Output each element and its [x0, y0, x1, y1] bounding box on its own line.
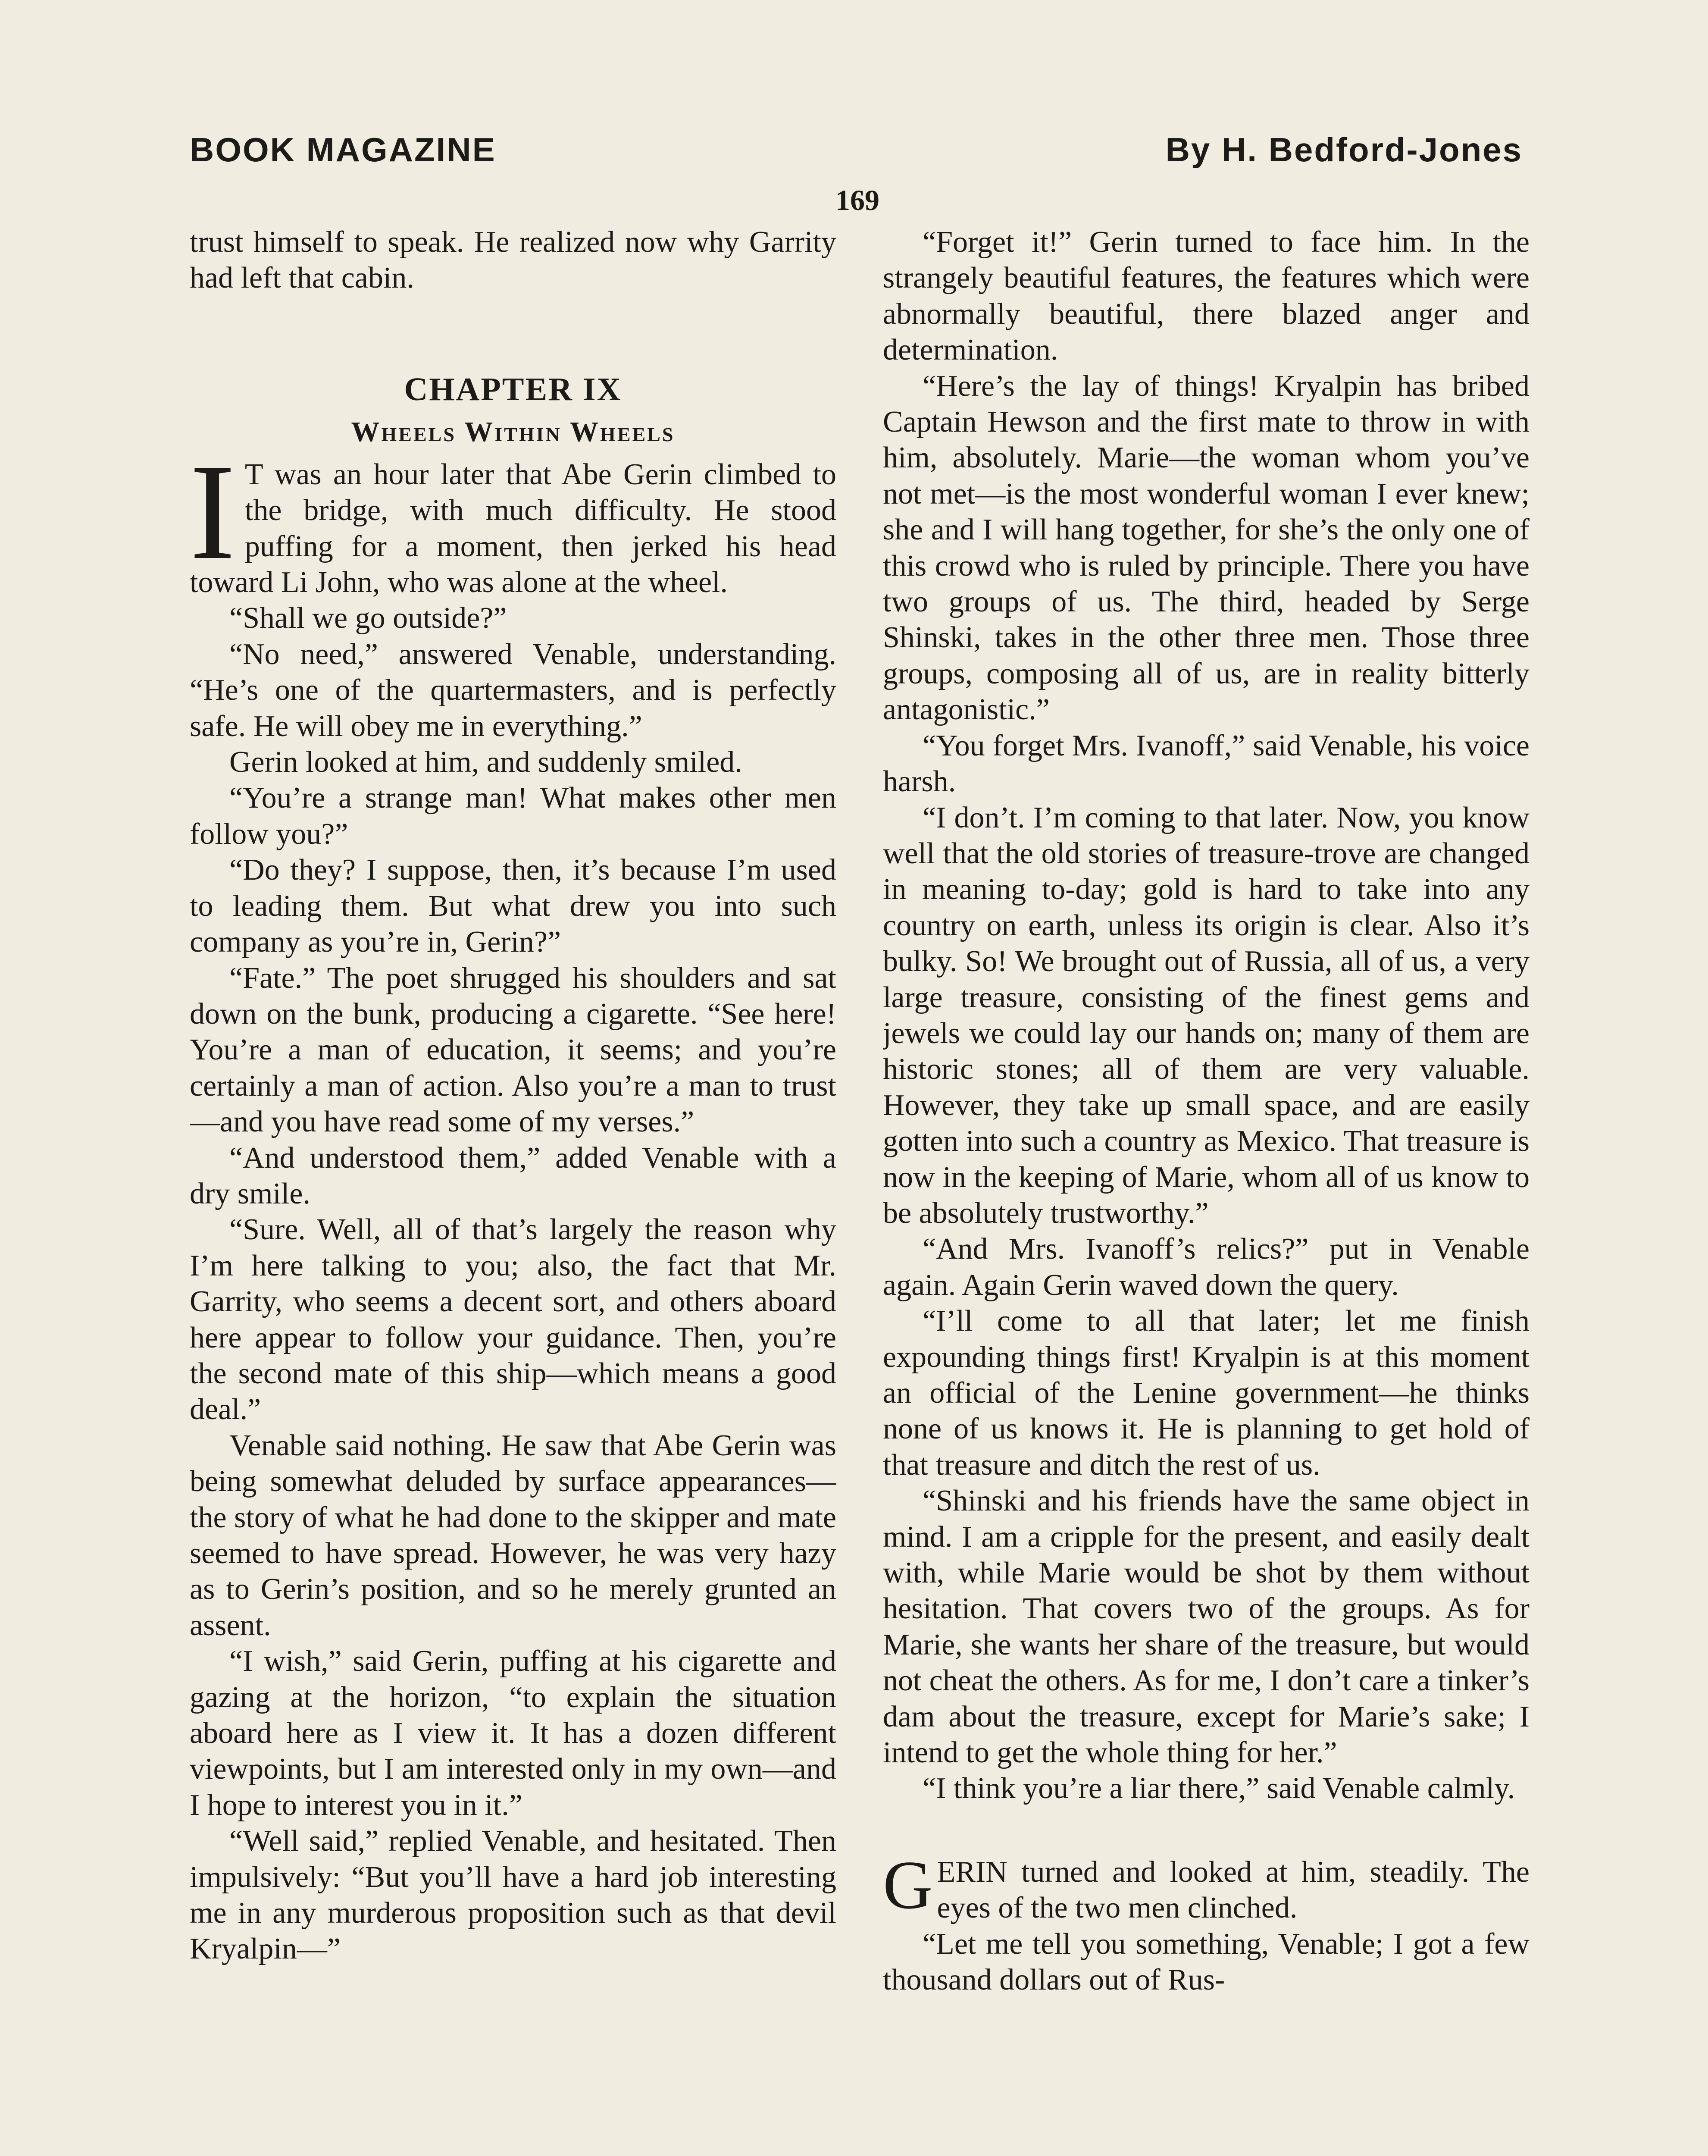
opening-paragraph: [190, 436, 836, 601]
paragraph: “Here’s the lay of things! Kryalpin has bribed Captain Hewson and the first mate to throw in with him, absolutely. Marie—the woman whom you’ve not met—is the most wonderful woman I ever knew; she and I will hang together, for she’s the only one of this crowd who is ruled by principle. There you have two groups of us. The third, headed by Serge Shinski, takes in the other three men. Those three groups, composing all of us, are in reality bitterly antagonistic.”: [883, 369, 1530, 727]
paragraph: “Shall we go outside?”: [229, 602, 507, 635]
paragraph: Venable said nothing. He saw that Abe Gerin was being somewhat deluded by surface appearances—the story of what he had done to the skipper and mate seemed to have spread. However, he was very hazy as to Gerin’s position, and so he merely grunted an assent.: [190, 1429, 836, 1642]
paragraph: “Forget it!” Gerin turned to face him. In the strangely beautiful features, the features which were abnormally beautiful, there blazed anger and determination.: [883, 226, 1530, 367]
left-column: [190, 224, 836, 2156]
drop-cap: I: [190, 436, 235, 588]
author-byline: By H. Bedford-Jones: [1165, 131, 1523, 169]
paragraph: Gerin looked at him, and suddenly smiled.: [229, 746, 742, 779]
section-gap: [883, 1807, 1530, 1854]
paragraph: “I’ll come to all that later; let me finish expounding things first! Kryalpin is at this moment an official of the Lenine government—he thinks none of us knows it. He is planning to get hold of that treasure and ditch the rest of us.: [883, 1304, 1530, 1482]
paragraph: “And Mrs. Ivanoff’s relics?” put in Venable again. Again Gerin waved down the query.: [883, 1232, 1530, 1302]
paragraph-text: ERIN turned and looked at him, steadily. The eyes of the two men clinched.: [937, 1855, 1530, 1925]
paragraph: “Shinski and his friends have the same object in mind. I am a cripple for the present, and easily dealt with, while Marie would be shot by them without hesitation. That covers two of the groups. As for Marie, she wants her share of the treasure, but would not cheat the others. As for me, I don’t care a tinker’s dam about the treasure, except for Marie’s sake; I intend to get the whole thing for her.”: [883, 1484, 1530, 1770]
section-opening-paragraph: [883, 1846, 1530, 1926]
paragraph: “I don’t. I’m coming to that later. Now, you know well that the old stories of treasure-trove are changed in meaning to-day; gold is hard to take into any country on earth, unless its origin is clear. Also it’s bulky. So! We brought out of Russia, all of us, a very large treasure, consisting of the finest gems and jewels we could lay our hands on; many of them are historic stones; all of them are very valuable. However, they take up small space, and are easily gotten into such a country as Mexico. That treasure is now in the keeping of Marie, whom all of us know to be absolutely trustworthy.”: [883, 801, 1530, 1230]
paragraph: “I wish,” said Gerin, puffing at his cigarette and gazing at the horizon, “to explain the situation aboard here as I view it. It has a dozen different viewpoints, but I am interested only in my own—and I hope to interest you in it.”: [190, 1645, 836, 1822]
paragraph: “No need,” answered Venable, understanding. “He’s one of the quartermasters, and is perfectly safe. He will obey me in everything.”: [190, 637, 836, 743]
paragraph: “Let me tell you something, Venable; I got a few thousand dollars out of Rus-: [883, 1927, 1530, 1997]
paragraph: “Well said,” replied Venable, and hesitated. Then impulsively: “But you’ll have a hard job interesting me in any murderous proposition such as that devil Kryalpin—”: [190, 1824, 836, 1966]
right-column: [883, 224, 1530, 2156]
paragraph: “You’re a strange man! What makes other men follow you?”: [190, 781, 836, 851]
chapter-title: CHAPTER IX: [404, 371, 622, 407]
section-gap: [190, 296, 836, 368]
chapter-subtitle: Wheels Within Wheels: [351, 416, 675, 448]
drop-cap: G: [883, 1846, 933, 1923]
magazine-title: BOOK MAGAZINE: [190, 131, 496, 169]
paragraph-text: T was an hour later that Abe Gerin climbed to the bridge, with much difficulty. He stood puffing for a moment, then jerked his head toward Li John, who was alone at the wheel.: [190, 458, 836, 599]
page-number: 169: [835, 184, 879, 216]
paragraph: trust himself to speak. He realized now why Garrity had left that cabin.: [190, 226, 836, 295]
paragraph: “Do they? I suppose, then, it’s because I’m used to leading them. But what drew you into such company as you’re in, Gerin?”: [190, 853, 836, 959]
paragraph: “Fate.” The poet shrugged his shoulders and sat down on the bunk, producing a cigarette. “See here! You’re a man of education, it seems; and you’re certainly a man of action. Also you’re a man to trust—and you have read some of my verses.”: [190, 961, 836, 1139]
paragraph: “You forget Mrs. Ivanoff,” said Venable, his voice harsh.: [883, 729, 1530, 799]
paragraph: “Sure. Well, all of that’s largely the reason why I’m here talking to you; also, the fact that Mr. Garrity, who seems a decent sort, and others aboard here appear to follow your guidance. Then, you’re the second mate of this ship—which means a good deal.”: [190, 1213, 836, 1426]
paragraph: “I think you’re a liar there,” said Venable calmly.: [923, 1772, 1515, 1805]
paragraph: “And understood them,” added Venable with a dry smile.: [190, 1141, 836, 1210]
